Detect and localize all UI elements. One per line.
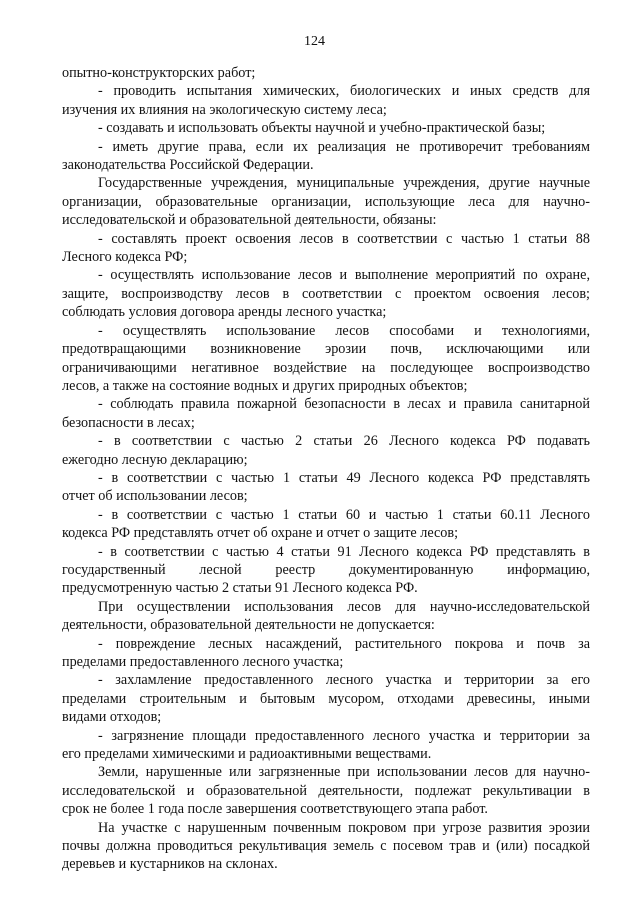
text-line: - в соответствии с частью 4 статьи 91 Лесного кодекса РФ представлять в [98, 543, 590, 560]
text-line: организации, образовательные организации, использующие леса для научно- [62, 193, 590, 210]
text-line: его пределами химическими и радиоактивными веществами. [62, 746, 432, 763]
text-line: видами отходов; [62, 709, 162, 726]
text-line: деятельности, образовательной деятельности не допускается: [62, 617, 435, 634]
text-line: - создавать и использовать объекты научной и учебно-практической базы; [98, 120, 546, 137]
text-line: деревьев и кустарников на склонах. [62, 856, 278, 873]
text-line: На участке с нарушенным почвенным покровом при угрозе развития эрозии [98, 819, 590, 836]
text-line: ежегодно лесную декларацию; [62, 451, 248, 468]
text-line: защите, воспроизводству лесов в соответствии с проектом освоения лесов; [62, 285, 590, 302]
text-line: исследовательской и образовательной деятельности, обязаны: [62, 212, 437, 229]
text-line: предотвращающими возникновение эрозии почв, исключающими или [62, 341, 590, 358]
text-line: - составлять проект освоения лесов в соответствии с частью 1 статьи 88 [98, 230, 590, 247]
text-line: предусмотренную частью 2 статьи 91 Лесного кодекса РФ. [62, 580, 418, 597]
text-line: - загрязнение площади предоставленного лесного участка и территории за [98, 727, 590, 744]
text-line: Государственные учреждения, муниципальные учреждения, другие научные [98, 175, 590, 192]
text-line: лесов, а также на состояние водных и других природных объектов; [62, 377, 468, 394]
text-line: законодательства Российской Федерации. [62, 157, 314, 174]
text-line: - захламление предоставленного лесного участка и территории за его [98, 672, 590, 689]
text-line: срок не более 1 года после завершения соответствующего этапа работ. [62, 801, 488, 818]
text-line: - соблюдать правила пожарной безопасности в лесах и правила санитарной [98, 396, 590, 413]
text-line: Лесного кодекса РФ; [62, 249, 188, 266]
text-line: пределами строительным и бытовым мусором, отходами древесины, иными [62, 690, 590, 707]
text-line: - осуществлять использование лесов способами и технологиями, [98, 322, 590, 339]
body-text [62, 64, 590, 874]
text-line: При осуществлении использования лесов для научно-исследовательской [98, 598, 590, 615]
text-line: Земли, нарушенные или загрязненные при использовании лесов для научно- [98, 764, 590, 781]
text-line: пределами предоставленного лесного участка; [62, 654, 344, 670]
text-line: - в соответствии с частью 2 статьи 26 Лесного кодекса РФ подавать [98, 433, 590, 450]
text-line: безопасности в лесах; [62, 414, 195, 431]
text-line: изучения их влияния на экологическую систему леса; [62, 101, 387, 118]
text-line: - в соответствии с частью 1 статьи 49 Лесного кодекса РФ представлять [98, 469, 590, 486]
text-line: кодекса РФ представлять отчет об охране и отчет о защите лесов; [62, 525, 459, 542]
text-line: - осуществлять использование лесов и выполнение мероприятий по охране, [98, 267, 590, 284]
text-line: - проводить испытания химических, биологических и иных средств для [98, 83, 590, 100]
text-line: почвы должна проводиться рекультивация земель с посевом трав и (или) посадкой [62, 838, 590, 855]
text-line: - повреждение лесных насаждений, растительного покрова и почв за [98, 635, 590, 652]
text-line: государственный лесной реестр документированную информацию, [62, 561, 590, 578]
text-line: соблюдать условия договора аренды лесного участка; [62, 304, 387, 321]
text-line: ограничивающими негативное воздействие на последующее воспроизводство [62, 359, 590, 376]
text-line: исследовательской и образовательной деятельности, подлежат рекультивации в [62, 782, 590, 799]
text-line: - в соответствии с частью 1 статьи 60 и частью 1 статьи 60.11 Лесного [98, 506, 590, 523]
text-line: отчет об использовании лесов; [62, 488, 248, 505]
page-number: 124 [304, 34, 325, 49]
text-line: - иметь другие права, если их реализация не противоречит требованиям [98, 138, 590, 155]
text-line: опытно-конструкторских работ; [62, 65, 256, 81]
